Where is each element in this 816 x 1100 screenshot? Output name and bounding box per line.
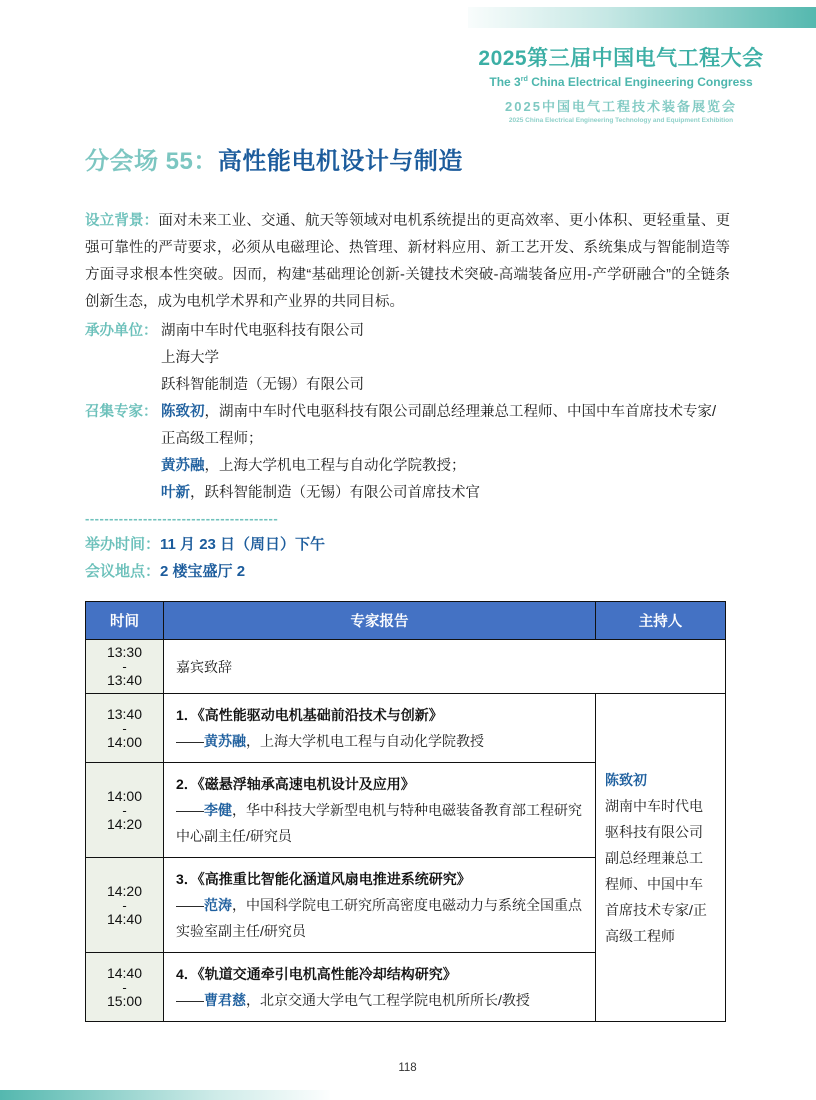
convener-desc: ，湖南中车时代电驱科技有限公司副总经理兼总工程师、中国中车首席技术专家/正高级工程师； — [161, 404, 717, 447]
top-teal-gradient-bar — [468, 7, 816, 28]
time-separator: - — [122, 720, 127, 736]
organizers-label: 承办单位： — [85, 323, 158, 339]
organizer-item: 湖南中车时代电驱科技有限公司 — [161, 323, 364, 339]
speaker-name: 李健 — [204, 802, 232, 818]
bottom-teal-gradient-bar — [0, 1090, 330, 1100]
event-time-value: 11 月 23 日（周日）下午 — [160, 536, 326, 553]
talk-speaker-line — [176, 797, 583, 849]
page-title — [85, 146, 730, 178]
session-number: 分会场 55： — [85, 148, 218, 175]
event-time-line — [85, 531, 730, 558]
congress-logo — [460, 42, 782, 124]
column-header-time: 时间 — [86, 602, 164, 640]
time-end: 15:00 — [106, 992, 143, 1009]
speaker-dash: —— — [176, 992, 204, 1008]
speaker-name: 曹君慈 — [204, 992, 246, 1008]
host-name: 陈致初 — [605, 771, 647, 788]
background-text: 面对未来工业、交通、航天等领域对电机系统提出的更高效率、更小体积、更轻重量、更强可靠性的严苛要求，必须从电磁理论、热管理、新材料应用、新工艺开发、系统集成与智能制造等方面寻求根本性突破。因而，构建“基础理论创新-关键技术突破-高端装备应用-产学研融合”的全链条创新生态，成为电机学术界和产业界的共同目标。 — [85, 213, 731, 310]
talk-cell — [164, 953, 596, 1022]
time-end: 14:20 — [106, 815, 143, 832]
schedule-table — [85, 601, 726, 1022]
event-venue-value: 2 楼宝盛厅 2 — [160, 563, 246, 580]
talk-speaker-line — [176, 892, 583, 944]
talk-speaker-line — [176, 728, 583, 754]
table-row — [86, 640, 726, 694]
convener-desc: ，上海大学机电工程与自动化学院教授； — [204, 458, 466, 474]
organizer-item: 跃科智能制造（无锡）有限公司 — [161, 377, 364, 393]
host-cell — [596, 694, 726, 1022]
convener-name: 陈致初 — [161, 404, 205, 420]
speaker-dash: —— — [176, 897, 204, 913]
table-header-row — [86, 602, 726, 640]
dashed-divider: ---------------------------------------- — [85, 511, 279, 526]
convener-name: 叶新 — [161, 485, 190, 501]
exhibition-title-cn: 2025中国电气工程技术装备展览会 — [505, 99, 737, 114]
conveners-label: 召集专家： — [85, 404, 158, 420]
time-slot — [86, 763, 164, 858]
event-venue-line — [85, 558, 730, 585]
table-row — [86, 694, 726, 763]
congress-title-en-post: China Electrical Engineering Congress — [527, 75, 753, 89]
organizers-block — [85, 318, 730, 399]
time-slot — [86, 953, 164, 1022]
session-name: 高性能电机设计与制造 — [217, 148, 463, 175]
convener-item — [161, 480, 730, 507]
talk-cell — [164, 858, 596, 953]
congress-title-en-pre: The 3 — [489, 75, 521, 89]
time-start: 13:30 — [106, 644, 143, 660]
talk-title: 3．《高推重比智能化涵道风扇电推进系统研究》 — [176, 871, 471, 887]
talk-cell — [164, 763, 596, 858]
talk-title: 1．《高性能驱动电机基础前沿技术与创新》 — [176, 707, 443, 723]
background-paragraph — [85, 208, 730, 316]
exhibition-title-en: 2025 China Electrical Engineering Technology and Equipment Exhibition — [508, 117, 734, 124]
event-venue-label: 会议地点： — [85, 563, 161, 580]
column-header-reports: 专家报告 — [164, 602, 596, 640]
event-time-label: 举办时间： — [85, 536, 161, 553]
convener-name: 黄苏融 — [161, 458, 205, 474]
speaker-affiliation: ，上海大学机电工程与自动化学院教授 — [246, 733, 484, 749]
conveners-block — [85, 399, 730, 507]
time-end: 14:40 — [106, 910, 143, 927]
congress-title-cn: 2025第三届中国电气工程大会 — [478, 47, 764, 70]
convener-item — [161, 399, 730, 453]
time-separator: - — [122, 802, 127, 818]
time-start: 14:40 — [106, 964, 143, 981]
time-separator: - — [122, 897, 127, 913]
speaker-affiliation: ，北京交通大学电气工程学院电机所所长/教授 — [246, 992, 530, 1008]
speaker-affiliation: ，中国科学院电工研究所高密度电磁动力与系统全国重点实验室副主任/研究员 — [176, 897, 582, 939]
speaker-name: 范涛 — [204, 897, 232, 913]
time-start: 14:20 — [106, 882, 143, 899]
speaker-name: 黄苏融 — [204, 733, 246, 749]
speaker-dash: —— — [176, 733, 204, 749]
convener-item — [161, 453, 730, 480]
opening-remarks-cell: 嘉宾致辞 — [164, 640, 726, 694]
event-info — [85, 531, 730, 585]
convener-desc: ，跃科智能制造（无锡）有限公司首席技术官 — [190, 485, 480, 501]
talk-title: 4．《轨道交通牵引电机高性能冷却结构研究》 — [176, 966, 457, 982]
time-end: 13:40 — [106, 672, 143, 688]
congress-title-en-ordinal: rd — [520, 74, 528, 83]
page-number: 118 — [398, 1062, 417, 1074]
talk-cell — [164, 694, 596, 763]
time-slot — [86, 858, 164, 953]
time-separator: - — [122, 659, 127, 674]
talk-speaker-line — [176, 987, 583, 1013]
organizer-item: 上海大学 — [161, 350, 219, 366]
speaker-affiliation: ，华中科技大学新型电机与特种电磁装备教育部工程研究中心副主任/研究员 — [176, 802, 582, 844]
time-end: 14:00 — [106, 733, 143, 750]
host-description: 湖南中车时代电驱科技有限公司副总经理兼总工程师、中国中车首席技术专家/正高级工程师 — [605, 797, 707, 944]
congress-title-en — [460, 74, 782, 89]
background-label: 设立背景： — [85, 213, 159, 229]
time-separator: - — [122, 979, 127, 995]
talk-title: 2．《磁悬浮轴承高速电机设计及应用》 — [176, 776, 415, 792]
time-slot — [86, 694, 164, 763]
time-start: 13:40 — [106, 705, 143, 722]
time-start: 14:00 — [106, 787, 143, 804]
column-header-host: 主持人 — [596, 602, 726, 640]
time-slot — [86, 640, 164, 694]
speaker-dash: —— — [176, 802, 204, 818]
